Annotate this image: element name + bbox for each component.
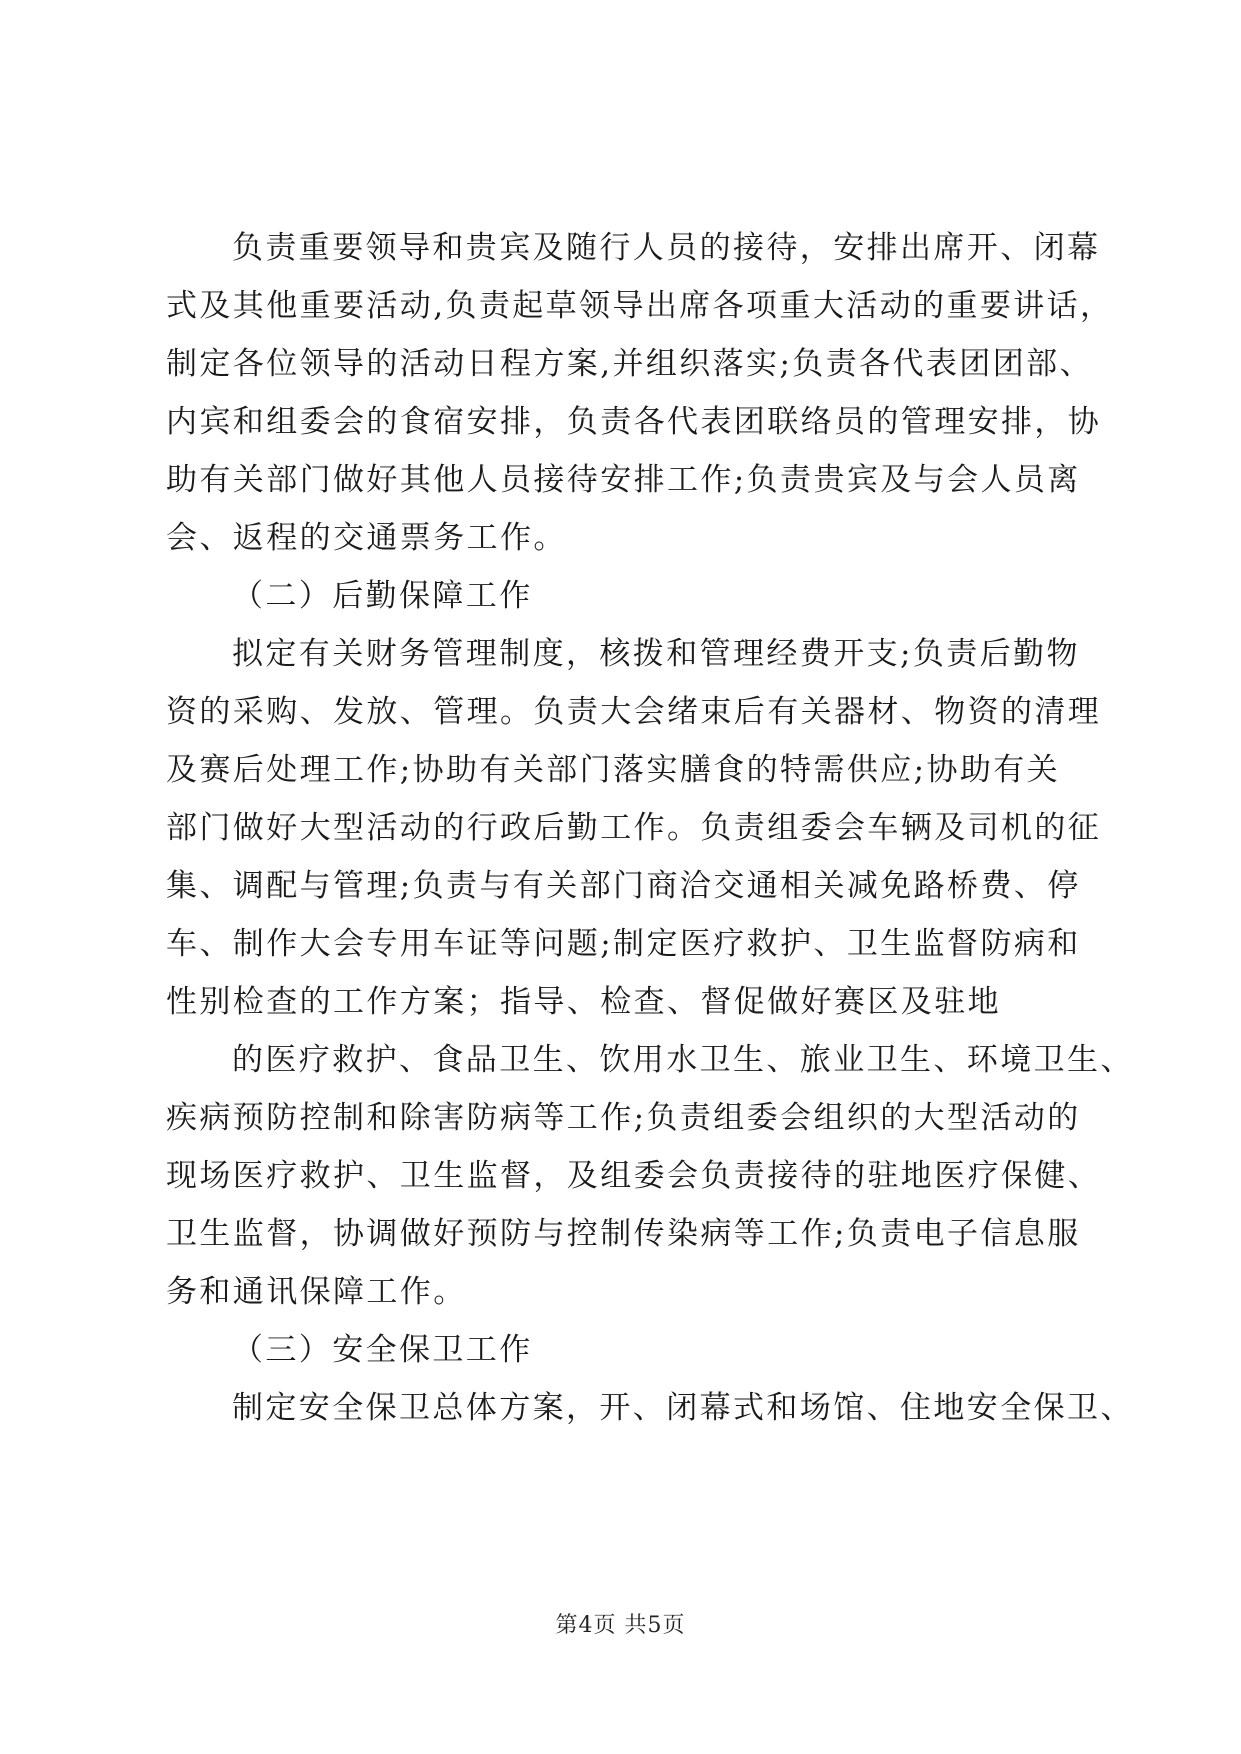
paragraph-line: 车、制作大会专用车证等问题;制定医疗救护、卫生监督防病和 bbox=[166, 926, 1081, 962]
paragraph-line: 式及其他重要活动,负责起草领导出席各项重大活动的重要讲话， bbox=[166, 288, 1114, 324]
paragraph-line: 助有关部门做好其他人员接待安排工作;负责贵宾及与会人员离 bbox=[166, 462, 1081, 498]
paragraph-line: 资的采购、发放、管理。负责大会绪束后有关器材、物资的清理 bbox=[166, 694, 1102, 730]
paragraph-line: 拟定有关财务管理制度，核拨和管理经费开支;负责后勤物 bbox=[232, 636, 1080, 672]
paragraph-line: 的医疗救护、食品卫生、饮用水卫生、旅业卫生、环境卫生、 bbox=[232, 1042, 1134, 1078]
paragraph-line: 集、调配与管理;负责与有关部门商洽交通相关减免路桥费、停 bbox=[166, 868, 1081, 904]
paragraph-line: 部门做好大型活动的行政后勤工作。负责组委会车辆及司机的征 bbox=[166, 810, 1102, 846]
paragraph-line: 内宾和组委会的食宿安排，负责各代表团联络员的管理安排，协 bbox=[166, 404, 1102, 440]
paragraph-line: 制定各位领导的活动日程方案,并组织落实;负责各代表团团部、 bbox=[166, 346, 1093, 382]
paragraph-line: 及赛后处理工作;协助有关部门落实膳食的特需供应;协助有关 bbox=[166, 752, 1061, 788]
paragraph-line: 卫生监督，协调做好预防与控制传染病等工作;负责电子信息服 bbox=[166, 1216, 1081, 1252]
section-heading: （二）后勤保障工作 bbox=[232, 578, 533, 614]
page-number-footer: 第4页 共5页 bbox=[555, 1613, 686, 1638]
paragraph-line: 负责重要领导和贵宾及随行人员的接待，安排出席开、闭幕 bbox=[232, 230, 1101, 266]
paragraph-line: 会、返程的交通票务工作。 bbox=[166, 520, 567, 556]
section-heading: （三）安全保卫工作 bbox=[232, 1332, 533, 1368]
paragraph-line: 性别检查的工作方案；指导、检查、督促做好赛区及驻地 bbox=[166, 984, 1001, 1020]
paragraph-line: 务和通讯保障工作。 bbox=[166, 1274, 467, 1310]
paragraph-line: 疾病预防控制和除害防病等工作;负责组委会组织的大型活动的 bbox=[166, 1100, 1081, 1136]
paragraph-line: 现场医疗救护、卫生监督，及组委会负责接待的驻地医疗保健、 bbox=[166, 1158, 1102, 1194]
paragraph-line: 制定安全保卫总体方案，开、闭幕式和场馆、住地安全保卫、 bbox=[232, 1390, 1134, 1426]
